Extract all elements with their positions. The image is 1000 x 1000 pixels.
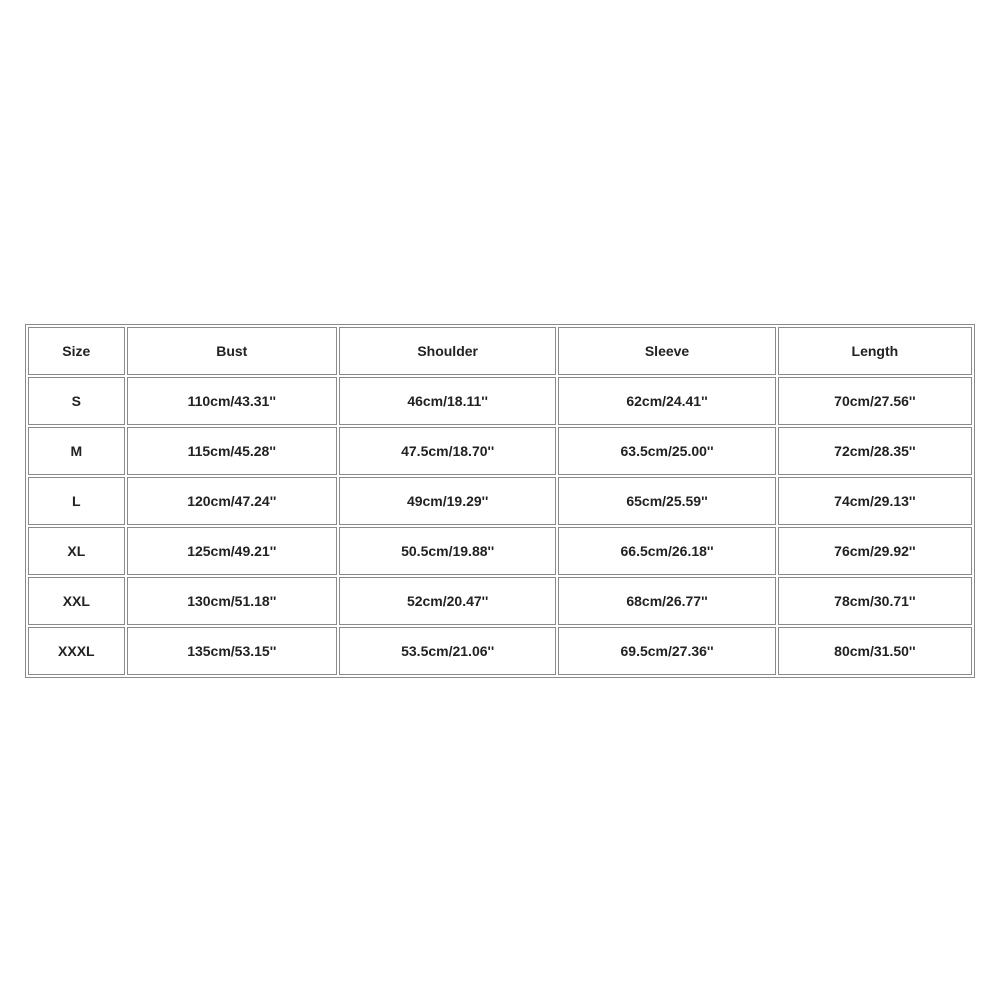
cell-length: 76cm/29.92'' (778, 527, 972, 575)
table-row (28, 527, 972, 575)
cell-length: 70cm/27.56'' (778, 377, 972, 425)
cell-size: XXXL (28, 627, 125, 675)
cell-sleeve: 63.5cm/25.00'' (558, 427, 775, 475)
cell-bust: 115cm/45.28'' (127, 427, 337, 475)
cell-size: M (28, 427, 125, 475)
cell-bust: 135cm/53.15'' (127, 627, 337, 675)
cell-sleeve: 65cm/25.59'' (558, 477, 775, 525)
cell-length: 80cm/31.50'' (778, 627, 972, 675)
cell-length: 72cm/28.35'' (778, 427, 972, 475)
cell-shoulder: 47.5cm/18.70'' (339, 427, 556, 475)
cell-length: 74cm/29.13'' (778, 477, 972, 525)
cell-sleeve: 66.5cm/26.18'' (558, 527, 775, 575)
cell-sleeve: 62cm/24.41'' (558, 377, 775, 425)
cell-shoulder: 50.5cm/19.88'' (339, 527, 556, 575)
cell-bust: 130cm/51.18'' (127, 577, 337, 625)
cell-bust: 120cm/47.24'' (127, 477, 337, 525)
cell-shoulder: 46cm/18.11'' (339, 377, 556, 425)
table-row (28, 577, 972, 625)
cell-bust: 125cm/49.21'' (127, 527, 337, 575)
header-sleeve: Sleeve (558, 327, 775, 375)
table-row (28, 627, 972, 675)
cell-sleeve: 69.5cm/27.36'' (558, 627, 775, 675)
table-row (28, 377, 972, 425)
cell-size: L (28, 477, 125, 525)
size-chart-table (25, 324, 975, 678)
table-row (28, 477, 972, 525)
cell-shoulder: 52cm/20.47'' (339, 577, 556, 625)
cell-size: XXL (28, 577, 125, 625)
cell-sleeve: 68cm/26.77'' (558, 577, 775, 625)
header-bust: Bust (127, 327, 337, 375)
header-size: Size (28, 327, 125, 375)
header-shoulder: Shoulder (339, 327, 556, 375)
cell-bust: 110cm/43.31'' (127, 377, 337, 425)
cell-shoulder: 49cm/19.29'' (339, 477, 556, 525)
header-length: Length (778, 327, 972, 375)
cell-length: 78cm/30.71'' (778, 577, 972, 625)
table-row (28, 427, 972, 475)
table-header-row (28, 327, 972, 375)
cell-size: S (28, 377, 125, 425)
cell-shoulder: 53.5cm/21.06'' (339, 627, 556, 675)
cell-size: XL (28, 527, 125, 575)
